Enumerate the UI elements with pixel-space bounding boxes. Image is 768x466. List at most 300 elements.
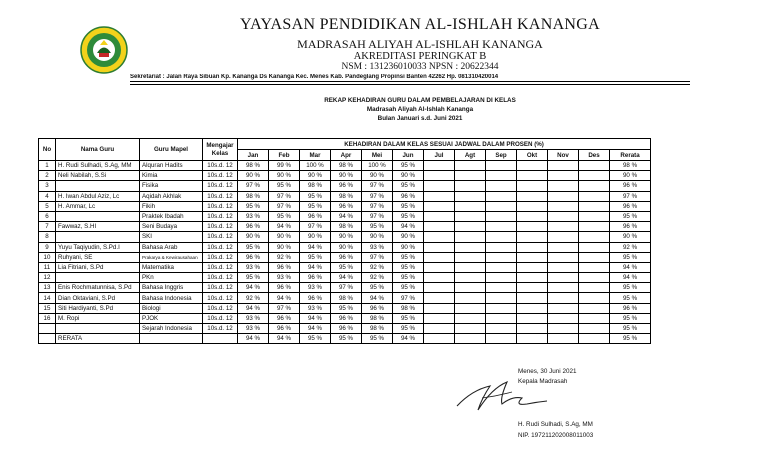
cell-month xyxy=(455,211,486,221)
cell-no: 12 xyxy=(39,273,56,283)
cell-month: 90 % xyxy=(331,242,362,252)
cell-month xyxy=(579,211,610,221)
cell-month xyxy=(486,252,517,262)
cell-month: 92 % xyxy=(362,273,393,283)
cell-month xyxy=(486,191,517,201)
cell-month: 90 % xyxy=(393,171,424,181)
cell-month xyxy=(424,313,455,323)
month-header-sep: Sep xyxy=(486,150,517,161)
cell-rerata: 90 % xyxy=(610,232,651,242)
cell-month: 98 % xyxy=(331,222,362,232)
cell-mapel: Bahasa Inggris xyxy=(140,283,203,293)
cell-month xyxy=(424,201,455,211)
cell-month: 95 % xyxy=(269,181,300,191)
cell-month: 96 % xyxy=(269,313,300,323)
cell-month xyxy=(455,293,486,303)
cell-month: 97 % xyxy=(362,181,393,191)
cell-month: 96 % xyxy=(269,283,300,293)
cell-month: 97 % xyxy=(238,181,269,191)
cell-month: 94 % xyxy=(331,211,362,221)
cell-month xyxy=(486,324,517,334)
cell-kelas: 10s.d. 12 xyxy=(203,191,238,201)
cell-month: 98 % xyxy=(362,313,393,323)
col-kelas: Mengajar Kelas xyxy=(203,139,238,161)
cell-month xyxy=(579,242,610,252)
cell-month xyxy=(424,252,455,262)
cell-month xyxy=(517,232,548,242)
cell-month xyxy=(486,171,517,181)
cell-month xyxy=(455,334,486,344)
cell-no: 13 xyxy=(39,283,56,293)
cell-month: 98 % xyxy=(393,303,424,313)
table-row xyxy=(39,252,651,262)
cell-month xyxy=(486,161,517,171)
cell-mapel: Fisika xyxy=(140,181,203,191)
cell-month: 97 % xyxy=(269,201,300,211)
cell-month xyxy=(579,313,610,323)
school-logo-icon xyxy=(80,26,128,74)
cell-nama: Yuyu Taqiyudin, S.Pd.I xyxy=(56,242,140,252)
cell-month: 95 % xyxy=(238,201,269,211)
cell-month: 96 % xyxy=(331,313,362,323)
cell-no: 6 xyxy=(39,211,56,221)
cell-month: 97 % xyxy=(269,191,300,201)
table-row xyxy=(39,334,651,344)
cell-mapel: PKn xyxy=(140,273,203,283)
cell-month xyxy=(455,283,486,293)
cell-month xyxy=(424,262,455,272)
cell-month: 92 % xyxy=(362,262,393,272)
cell-no: 7 xyxy=(39,222,56,232)
cell-month xyxy=(424,242,455,252)
cell-month xyxy=(455,171,486,181)
col-group-kehadiran: KEHADIRAN DALAM KELAS SESUAI JADWAL DALAM PROSEN (%) xyxy=(238,139,651,150)
cell-mapel: Fikih xyxy=(140,201,203,211)
cell-month: 96 % xyxy=(300,293,331,303)
cell-month xyxy=(455,252,486,262)
cell-rerata: 95 % xyxy=(610,334,651,344)
cell-month: 94 % xyxy=(238,283,269,293)
cell-rerata: 98 % xyxy=(610,161,651,171)
cell-month xyxy=(579,324,610,334)
sign-place-date: Menes, 30 Juni 2021 xyxy=(518,368,577,375)
cell-nama: Enis Rochmatunnisa, S.Pd xyxy=(56,283,140,293)
header-divider xyxy=(130,84,690,85)
cell-month: 93 % xyxy=(238,211,269,221)
cell-nama: H. Rudi Sulhadi, S.Ag, MM xyxy=(56,161,140,171)
cell-month: 93 % xyxy=(300,303,331,313)
cell-month xyxy=(517,242,548,252)
cell-month: 94 % xyxy=(238,334,269,344)
cell-month: 95 % xyxy=(331,334,362,344)
cell-month xyxy=(517,283,548,293)
cell-kelas: 10s.d. 12 xyxy=(203,273,238,283)
cell-month: 96 % xyxy=(300,211,331,221)
cell-month: 97 % xyxy=(362,191,393,201)
cell-month xyxy=(486,181,517,191)
cell-kelas: 10s.d. 12 xyxy=(203,313,238,323)
cell-no: 8 xyxy=(39,232,56,242)
cell-month xyxy=(548,191,579,201)
cell-month: 90 % xyxy=(393,242,424,252)
table-row xyxy=(39,181,651,191)
cell-no xyxy=(39,334,56,344)
cell-rerata: 95 % xyxy=(610,313,651,323)
table-row xyxy=(39,171,651,181)
cell-nama: Siti Hardiyanti, S.Pd xyxy=(56,303,140,313)
cell-month xyxy=(424,334,455,344)
cell-month xyxy=(517,262,548,272)
cell-rerata: 96 % xyxy=(610,181,651,191)
cell-month xyxy=(579,303,610,313)
cell-month: 99 % xyxy=(269,161,300,171)
cell-month: 96 % xyxy=(362,303,393,313)
cell-month: 96 % xyxy=(238,252,269,262)
month-header-mei: Mei xyxy=(362,150,393,161)
cell-rerata: 94 % xyxy=(610,262,651,272)
cell-mapel xyxy=(140,334,203,344)
cell-month xyxy=(424,273,455,283)
cell-month xyxy=(548,273,579,283)
month-header-agt: Agt xyxy=(455,150,486,161)
cell-month xyxy=(548,232,579,242)
accreditation: AKREDITASI PERINGKAT B xyxy=(353,51,487,62)
cell-month xyxy=(424,161,455,171)
cell-nama: RERATA xyxy=(56,334,140,344)
cell-nama xyxy=(56,181,140,191)
sign-role: Kepala Madrasah xyxy=(518,378,568,385)
cell-month: 90 % xyxy=(238,232,269,242)
cell-rerata: 96 % xyxy=(610,303,651,313)
cell-month: 97 % xyxy=(362,211,393,221)
cell-month xyxy=(579,283,610,293)
cell-rerata: 95 % xyxy=(610,293,651,303)
table-row xyxy=(39,283,651,293)
month-header-okt: Okt xyxy=(517,150,548,161)
cell-month xyxy=(486,303,517,313)
cell-mapel: Bahasa Indonesia xyxy=(140,293,203,303)
cell-month xyxy=(517,201,548,211)
cell-month xyxy=(548,262,579,272)
cell-mapel: Matematika xyxy=(140,262,203,272)
cell-month xyxy=(517,181,548,191)
nsm-npsn: NSM : 131236010033 NPSN : 20622344 xyxy=(341,62,499,72)
cell-month: 94 % xyxy=(300,262,331,272)
cell-mapel: PJOK xyxy=(140,313,203,323)
cell-month: 95 % xyxy=(300,191,331,201)
cell-month xyxy=(486,262,517,272)
cell-month: 96 % xyxy=(393,191,424,201)
col-nama: Nama Guru xyxy=(56,139,140,161)
cell-month: 94 % xyxy=(269,334,300,344)
cell-month xyxy=(424,171,455,181)
cell-rerata: 94 % xyxy=(610,273,651,283)
cell-month: 100 % xyxy=(300,161,331,171)
cell-month xyxy=(486,232,517,242)
cell-month xyxy=(424,293,455,303)
cell-month: 95 % xyxy=(362,222,393,232)
cell-month: 94 % xyxy=(393,222,424,232)
cell-month: 90 % xyxy=(269,171,300,181)
cell-month xyxy=(486,293,517,303)
cell-kelas: 10s.d. 12 xyxy=(203,201,238,211)
cell-no: 3 xyxy=(39,181,56,191)
table-row xyxy=(39,313,651,323)
cell-month: 95 % xyxy=(393,262,424,272)
cell-mapel: Biologi xyxy=(140,303,203,313)
cell-no: 1 xyxy=(39,161,56,171)
cell-month: 95 % xyxy=(393,161,424,171)
table-body xyxy=(39,161,651,344)
cell-month xyxy=(548,293,579,303)
cell-month: 93 % xyxy=(362,242,393,252)
cell-mapel: SKI xyxy=(140,232,203,242)
cell-month: 95 % xyxy=(238,242,269,252)
cell-month xyxy=(455,201,486,211)
cell-month: 95 % xyxy=(238,273,269,283)
table-row xyxy=(39,222,651,232)
cell-mapel: Praktek Ibadah xyxy=(140,211,203,221)
month-header-mar: Mar xyxy=(300,150,331,161)
cell-nama: H. Iwan Abdul Aziz, Lc xyxy=(56,191,140,201)
cell-month: 90 % xyxy=(331,232,362,242)
cell-kelas: 10s.d. 12 xyxy=(203,283,238,293)
cell-nama: H. Ammar, Lc xyxy=(56,201,140,211)
cell-kelas: 10s.d. 12 xyxy=(203,222,238,232)
cell-month xyxy=(548,181,579,191)
cell-kelas: 10s.d. 12 xyxy=(203,171,238,181)
cell-no: 5 xyxy=(39,201,56,211)
cell-month xyxy=(455,191,486,201)
cell-month: 95 % xyxy=(362,283,393,293)
cell-month: 94 % xyxy=(393,334,424,344)
cell-month: 94 % xyxy=(300,242,331,252)
cell-month: 97 % xyxy=(269,303,300,313)
signature-scribble xyxy=(452,368,552,418)
cell-month: 95 % xyxy=(393,252,424,262)
cell-no xyxy=(39,324,56,334)
cell-month: 94 % xyxy=(300,324,331,334)
cell-mapel: Sejarah Indonesia xyxy=(140,324,203,334)
cell-kelas: 10s.d. 12 xyxy=(203,161,238,171)
month-header-jul: Jul xyxy=(424,150,455,161)
cell-month xyxy=(517,273,548,283)
org-name: YAYASAN PENDIDIKAN AL-ISHLAH KANANGA xyxy=(240,16,600,33)
attendance-table xyxy=(38,138,651,344)
cell-nama: Dian Oktaviani, S.Pd xyxy=(56,293,140,303)
cell-month xyxy=(579,262,610,272)
cell-month xyxy=(579,293,610,303)
cell-month: 98 % xyxy=(238,161,269,171)
report-title: REKAP KEHADIRAN GURU DALAM PEMBELAJARAN DI KELAS xyxy=(324,97,516,104)
cell-month: 92 % xyxy=(269,252,300,262)
cell-month xyxy=(517,191,548,201)
cell-rerata: 97 % xyxy=(610,191,651,201)
cell-month: 95 % xyxy=(300,252,331,262)
table-row xyxy=(39,201,651,211)
cell-month: 96 % xyxy=(331,201,362,211)
cell-month: 95 % xyxy=(300,201,331,211)
cell-month xyxy=(517,222,548,232)
cell-month: 96 % xyxy=(269,324,300,334)
cell-month xyxy=(548,313,579,323)
cell-month: 90 % xyxy=(238,171,269,181)
report-period: Bulan Januari s.d. Juni 2021 xyxy=(377,115,463,122)
cell-month xyxy=(579,201,610,211)
cell-month xyxy=(517,313,548,323)
cell-month: 94 % xyxy=(269,222,300,232)
cell-rerata: 95 % xyxy=(610,252,651,262)
month-header-jan: Jan xyxy=(238,150,269,161)
cell-month: 90 % xyxy=(300,232,331,242)
cell-mapel: Seni Budaya xyxy=(140,222,203,232)
cell-kelas xyxy=(203,334,238,344)
cell-nama: Neli Nabilah, S.Si xyxy=(56,171,140,181)
cell-month: 96 % xyxy=(238,222,269,232)
cell-nama: Ruhyani, SE xyxy=(56,252,140,262)
table-row xyxy=(39,324,651,334)
cell-month: 96 % xyxy=(300,273,331,283)
cell-month xyxy=(486,313,517,323)
cell-month xyxy=(424,191,455,201)
cell-month xyxy=(579,252,610,262)
cell-month xyxy=(579,161,610,171)
cell-kelas: 10s.d. 12 xyxy=(203,181,238,191)
cell-month xyxy=(579,232,610,242)
cell-month: 94 % xyxy=(362,293,393,303)
cell-month xyxy=(455,232,486,242)
cell-month: 90 % xyxy=(269,232,300,242)
cell-no: 4 xyxy=(39,191,56,201)
cell-month: 92 % xyxy=(238,293,269,303)
cell-month: 94 % xyxy=(269,293,300,303)
cell-month xyxy=(517,293,548,303)
cell-month: 95 % xyxy=(300,334,331,344)
cell-no: 11 xyxy=(39,262,56,272)
cell-month: 95 % xyxy=(393,201,424,211)
cell-month: 100 % xyxy=(362,161,393,171)
cell-month xyxy=(548,252,579,262)
table-row xyxy=(39,211,651,221)
cell-kelas: 10s.d. 12 xyxy=(203,262,238,272)
cell-month xyxy=(486,334,517,344)
cell-kelas: 10s.d. 12 xyxy=(203,232,238,242)
cell-month xyxy=(548,242,579,252)
cell-month xyxy=(486,201,517,211)
cell-month xyxy=(455,324,486,334)
cell-no: 2 xyxy=(39,171,56,181)
cell-month: 95 % xyxy=(393,324,424,334)
cell-month xyxy=(424,303,455,313)
cell-nama xyxy=(56,273,140,283)
cell-month: 95 % xyxy=(331,262,362,272)
cell-month: 95 % xyxy=(393,273,424,283)
cell-month: 95 % xyxy=(331,303,362,313)
cell-rerata: 96 % xyxy=(610,222,651,232)
cell-month xyxy=(486,211,517,221)
month-header-jun: Jun xyxy=(393,150,424,161)
cell-mapel: Kimia xyxy=(140,171,203,181)
cell-month xyxy=(517,334,548,344)
cell-month: 90 % xyxy=(269,242,300,252)
cell-month: 93 % xyxy=(269,273,300,283)
cell-month: 97 % xyxy=(362,201,393,211)
cell-month xyxy=(455,222,486,232)
cell-month xyxy=(486,242,517,252)
cell-kelas: 10s.d. 12 xyxy=(203,242,238,252)
cell-month: 98 % xyxy=(238,191,269,201)
month-header-des: Des xyxy=(579,150,610,161)
cell-rerata: 95 % xyxy=(610,324,651,334)
sign-name: H. Rudi Sulhadi, S.Ag, MM xyxy=(518,421,593,428)
cell-month xyxy=(548,303,579,313)
cell-month: 94 % xyxy=(331,273,362,283)
cell-month xyxy=(486,222,517,232)
table-row xyxy=(39,191,651,201)
cell-month: 93 % xyxy=(238,324,269,334)
cell-no: 14 xyxy=(39,293,56,303)
month-header-nov: Nov xyxy=(548,150,579,161)
cell-month: 94 % xyxy=(300,313,331,323)
cell-month xyxy=(455,303,486,313)
month-header-apr: Apr xyxy=(331,150,362,161)
secretariat-address: Sekretariat : Jalan Raya Sibuan Kp. Kananga Ds Kananga Kec. Menes Kab. Pandeglang Propinsi Banten 42262 Hp. 081310420014 xyxy=(130,74,690,82)
cell-month xyxy=(548,211,579,221)
cell-month: 97 % xyxy=(331,283,362,293)
cell-kelas: 10s.d. 12 xyxy=(203,211,238,221)
cell-month: 90 % xyxy=(393,232,424,242)
cell-month: 94 % xyxy=(238,303,269,313)
cell-month: 96 % xyxy=(331,181,362,191)
cell-month xyxy=(548,222,579,232)
cell-no: 10 xyxy=(39,252,56,262)
cell-month xyxy=(548,171,579,181)
cell-month: 96 % xyxy=(269,262,300,272)
cell-rerata: 96 % xyxy=(610,201,651,211)
col-rerata: Rerata xyxy=(610,150,651,161)
cell-nama: Lia Fitriani, S.Pd xyxy=(56,262,140,272)
cell-month: 98 % xyxy=(331,161,362,171)
cell-month xyxy=(424,324,455,334)
cell-month xyxy=(517,252,548,262)
cell-month xyxy=(455,262,486,272)
cell-month xyxy=(517,324,548,334)
col-mapel: Guru Mapel xyxy=(140,139,203,161)
cell-month xyxy=(424,181,455,191)
school-name: MADRASAH ALIYAH AL-ISHLAH KANANGA xyxy=(297,37,543,51)
cell-rerata: 95 % xyxy=(610,283,651,293)
cell-month: 90 % xyxy=(362,171,393,181)
table-row xyxy=(39,242,651,252)
col-no: No xyxy=(39,139,56,161)
table-row xyxy=(39,273,651,283)
cell-month xyxy=(548,161,579,171)
cell-nama: M. Ropi xyxy=(56,313,140,323)
cell-month xyxy=(424,222,455,232)
cell-month xyxy=(579,181,610,191)
cell-no: 15 xyxy=(39,303,56,313)
cell-month: 93 % xyxy=(238,313,269,323)
cell-month xyxy=(424,232,455,242)
cell-month xyxy=(517,303,548,313)
cell-month: 93 % xyxy=(238,262,269,272)
cell-month: 95 % xyxy=(393,181,424,191)
cell-month: 95 % xyxy=(393,313,424,323)
cell-month: 98 % xyxy=(331,191,362,201)
cell-month: 98 % xyxy=(300,181,331,191)
cell-month xyxy=(486,283,517,293)
cell-month xyxy=(579,222,610,232)
